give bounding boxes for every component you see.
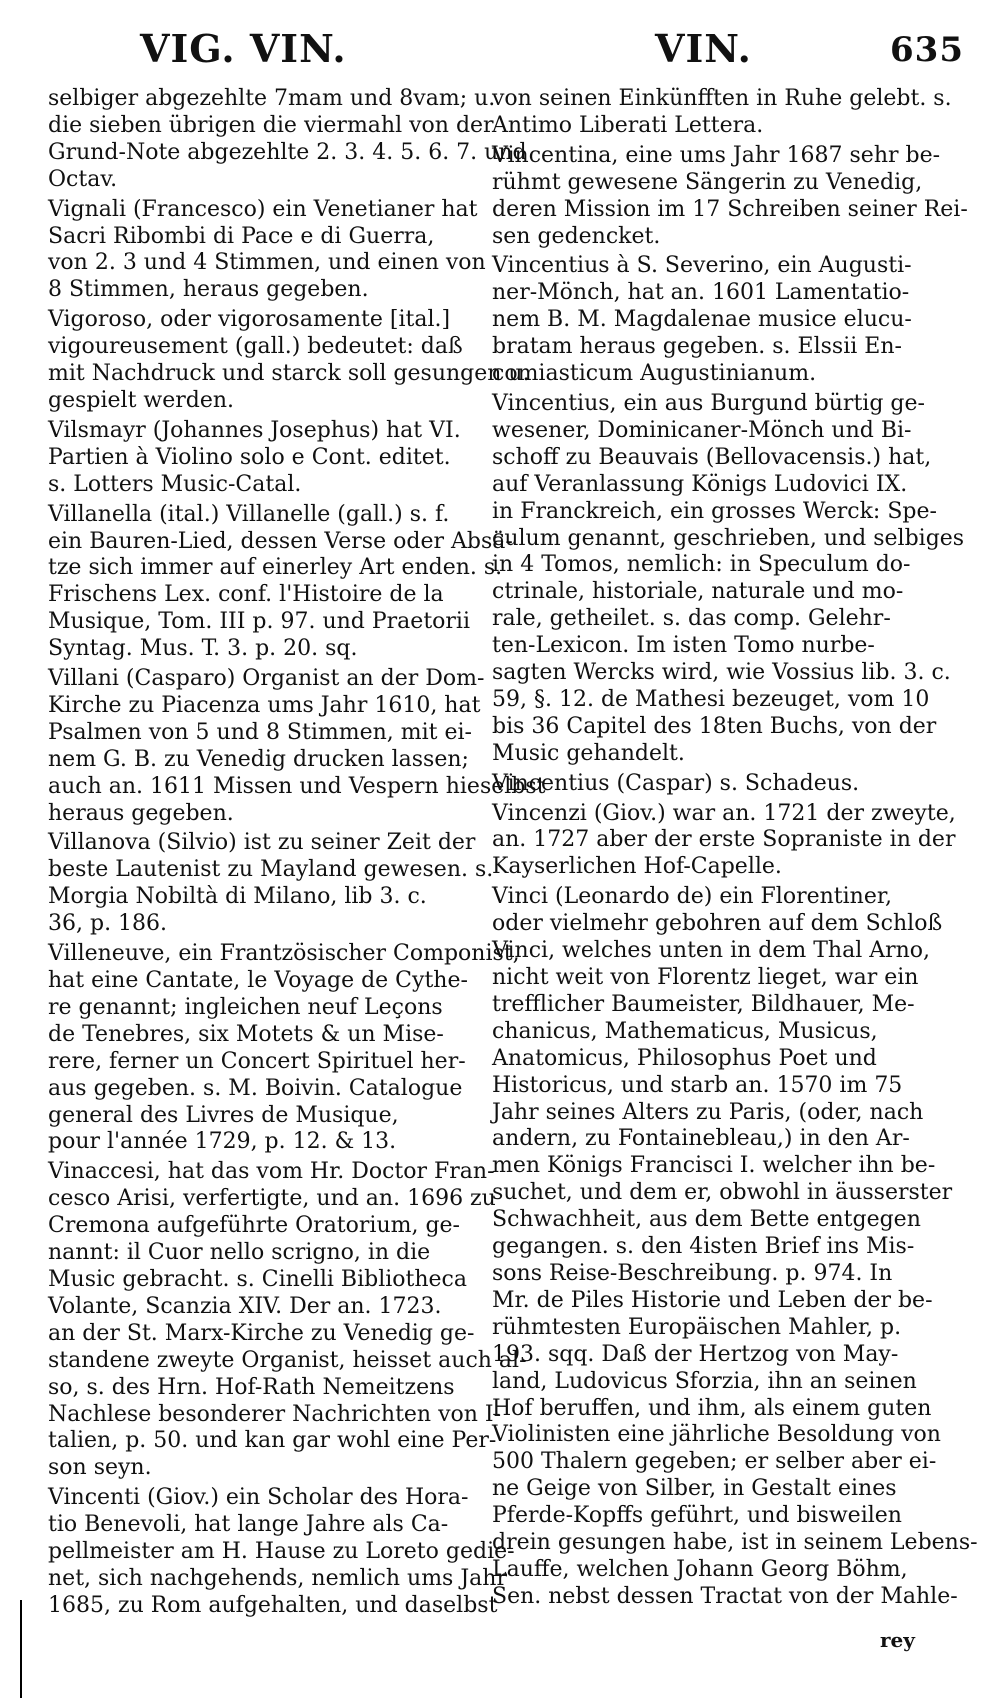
- text-line: Kayserlichen Hof-Capelle.: [492, 854, 782, 880]
- text-line: re genannt; ingleichen neuf Leçons: [48, 994, 443, 1020]
- text-line: comiasticum Augustinianum.: [492, 361, 817, 387]
- text-line: Vigoroso, oder vigorosamente [ital.]: [48, 307, 451, 333]
- text-line: suchet, und dem er, obwohl in äusserster: [492, 1180, 953, 1206]
- text-line: Jahr seines Alters zu Paris, (oder, nach: [492, 1099, 924, 1125]
- left-column-entry: [48, 418, 478, 499]
- left-column-entry: [48, 941, 520, 1156]
- text-line: Schwachheit, aus dem Bette entgegen: [492, 1207, 921, 1233]
- text-line: von seinen Einkünfften in Ruhe gelebt. s.: [492, 86, 952, 111]
- text-line: selbiger abgezehlte 7mam und 8vam; u.: [48, 86, 496, 111]
- text-line: oder vielmehr gebohren auf dem Schloß: [492, 911, 943, 937]
- text-line: so, s. des Hrn. Hof-Rath Nemeitzens: [48, 1374, 455, 1400]
- text-line: Octav.: [48, 166, 118, 192]
- text-line: aus gegeben. s. M. Boivin. Catalogue: [48, 1075, 463, 1101]
- text-line: auch an. 1611 Missen und Vespern hieselbst: [48, 773, 546, 799]
- text-line: pour l'année 1729, p. 12. & 13.: [48, 1129, 397, 1155]
- text-line: von 2. 3 und 4 Stimmen, und einen von: [48, 250, 486, 276]
- running-head-center: VIN.: [655, 26, 752, 71]
- text-line: pellmeister am H. Hause zu Loreto gedie-: [48, 1539, 515, 1565]
- text-line: nicht weit von Florentz lieget, war ein: [492, 965, 919, 990]
- text-line: beste Lautenist zu Mayland gewesen. s.: [48, 857, 494, 883]
- left-column-entry: [48, 1159, 527, 1482]
- text-line: drein gesungen habe, ist in seinem Lebens-: [492, 1530, 978, 1556]
- text-line: Pferde-Kopffs geführt, und bisweilen: [492, 1503, 902, 1529]
- catchword: rey: [880, 1628, 915, 1652]
- text-line: 36, p. 186.: [48, 911, 168, 937]
- text-line: Cremona aufgeführte Oratorium, ge-: [48, 1213, 460, 1239]
- text-line: Vincentina, eine ums Jahr 1687 sehr be-: [492, 142, 941, 168]
- text-line: Antimo Liberati Lettera.: [492, 112, 764, 138]
- text-line: Sacri Ribombi di Pace e di Guerra,: [48, 223, 435, 249]
- text-line: nem G. B. zu Venedig drucken lassen;: [48, 746, 469, 772]
- text-line: Vinci, welches unten in dem Thal Arno,: [492, 938, 931, 964]
- text-line: Psalmen von 5 und 8 Stimmen, mit ei-: [48, 719, 472, 745]
- running-head-left: VIG. VIN.: [140, 26, 347, 71]
- text-line: Villani (Casparo) Organist an der Dom-: [48, 666, 485, 692]
- text-line: tio Benevoli, hat lange Jahre als Ca-: [48, 1512, 449, 1538]
- text-line: standene zweyte Organist, heisset auch al-: [48, 1347, 527, 1373]
- text-line: nannt: il Cuor nello scrigno, in die: [48, 1240, 431, 1266]
- left-column-entry: [48, 196, 486, 305]
- text-line: 193. sqq. Daß der Hertzog von May-: [492, 1341, 899, 1367]
- text-line: land, Ludovicus Sforzia, ihn an seinen: [492, 1368, 917, 1394]
- text-line: mit Nachdruck und starck soll gesungen u.: [48, 361, 530, 387]
- text-line: net, sich nachgehends, nemlich ums Jahr: [48, 1565, 507, 1591]
- text-line: chanicus, Mathematicus, Musicus,: [492, 1018, 878, 1044]
- text-line: cesco Arisi, verfertigte, und an. 1696 zu: [48, 1186, 496, 1212]
- text-line: Volante, Scanzia XIV. Der an. 1723.: [48, 1293, 442, 1319]
- text-line: bratam heraus gegeben. s. Elssii En-: [492, 334, 902, 360]
- text-line: de Tenebres, six Motets & un Mise-: [48, 1021, 444, 1047]
- text-line: Historicus, und starb an. 1570 im 75: [492, 1072, 903, 1098]
- text-line: gegangen. s. den 4isten Brief ins Mis-: [492, 1234, 915, 1260]
- text-line: trefflicher Baumeister, Bildhauer, Me-: [492, 991, 915, 1017]
- text-line: general des Livres de Musique,: [48, 1102, 399, 1128]
- text-line: Nachlese besonderer Nachrichten von I-: [48, 1401, 502, 1427]
- text-line: rale, getheilet. s. das comp. Gelehr-: [492, 606, 891, 632]
- text-line: Hof beruffen, und ihm, als einem guten: [492, 1395, 932, 1421]
- right-column: [492, 86, 978, 1614]
- margin-rule: [20, 1600, 22, 1698]
- text-line: an. 1727 aber der erste Sopraniste in der: [492, 827, 956, 853]
- text-line: ne Geige von Silber, in Gestalt eines: [492, 1476, 897, 1502]
- text-line: Music gehandelt.: [492, 740, 685, 766]
- text-line: Villanova (Silvio) ist zu seiner Zeit der: [48, 830, 476, 856]
- text-line: bis 36 Capitel des 18ten Buchs, von der: [492, 713, 937, 739]
- text-line: die sieben übrigen die viermahl von der: [48, 112, 494, 138]
- text-line: Villanella (ital.) Villanelle (gall.) s. f.: [48, 501, 450, 527]
- text-line: Vilsmayr (Johannes Josephus) hat VI.: [48, 417, 461, 443]
- text-line: Frischens Lex. conf. l'Histoire de la: [48, 582, 444, 608]
- text-line: Kirche zu Piacenza ums Jahr 1610, hat: [48, 692, 481, 718]
- left-column-entry: [48, 1485, 515, 1620]
- text-line: 59, §. 12. de Mathesi bezeuget, vom 10: [492, 686, 930, 712]
- text-line: sen gedencket.: [492, 223, 661, 249]
- text-line: wesener, Dominicaner-Mönch und Bi-: [492, 417, 912, 443]
- text-line: Villeneuve, ein Frantzösischer Componist,: [48, 941, 520, 967]
- text-line: an der St. Marx-Kirche zu Venedig ge-: [48, 1320, 475, 1346]
- text-line: son seyn.: [48, 1455, 152, 1481]
- text-line: auf Veranlassung Königs Ludovici IX.: [492, 471, 908, 497]
- right-column-entry: [492, 884, 978, 1610]
- left-column: [48, 86, 546, 1623]
- text-line: talien, p. 50. und kan gar wohl eine Per-: [48, 1428, 497, 1454]
- text-line: nem B. M. Magdalenae musice elucu-: [492, 307, 912, 333]
- text-line: Lauffe, welchen Johann Georg Böhm,: [492, 1556, 908, 1582]
- text-line: ner-Mönch, hat an. 1601 Lamentatio-: [492, 280, 910, 306]
- text-line: Morgia Nobiltà di Milano, lib 3. c.: [48, 884, 427, 910]
- text-line: andern, zu Fontainebleau,) in den Ar-: [492, 1126, 910, 1152]
- left-column-entry: [48, 307, 530, 415]
- text-line: 500 Thalern gegeben; er selber aber ei-: [492, 1449, 937, 1475]
- text-line: Vincentius (Caspar) s. Schadeus.: [492, 770, 860, 796]
- text-line: Vincenti (Giov.) ein Scholar des Hora-: [48, 1485, 469, 1511]
- text-line: 1685, zu Rom aufgehalten, und daselbst: [48, 1592, 498, 1618]
- right-column-entry: [492, 800, 956, 882]
- text-line: Vinci (Leonardo de) ein Florentiner,: [492, 884, 892, 910]
- text-line: sons Reise-Beschreibung. p. 974. In: [492, 1260, 893, 1286]
- left-column-entry: [48, 86, 527, 194]
- text-line: Vinaccesi, hat das vom Hr. Doctor Fran-: [48, 1159, 495, 1185]
- left-column-entry: [48, 501, 513, 663]
- text-line: tze sich immer auf einerley Art enden. s.: [48, 555, 503, 581]
- right-column-entry: [492, 253, 944, 388]
- right-column-entry: [492, 771, 944, 798]
- page-number: 635: [890, 30, 964, 70]
- text-line: Mr. de Piles Historie und Leben der be-: [492, 1287, 933, 1313]
- text-line: rühmt gewesene Sängerin zu Venedig,: [492, 169, 923, 195]
- text-line: ctrinale, historiale, naturale und mo-: [492, 579, 904, 605]
- text-line: vigoureusement (gall.) bedeutet: daß: [48, 334, 463, 360]
- text-line: Vincentius à S. Severino, ein Augusti-: [492, 253, 912, 279]
- text-line: Musique, Tom. III p. 97. und Praetorii: [48, 609, 470, 635]
- text-line: sagten Wercks wird, wie Vossius lib. 3. c.: [492, 660, 951, 686]
- left-column-entry: [48, 666, 546, 827]
- text-line: men Königs Francisci I. welcher ihn be-: [492, 1153, 936, 1179]
- left-column-entry: [48, 830, 494, 938]
- text-line: rere, ferner un Concert Spirituel her-: [48, 1048, 466, 1074]
- right-column-entry: [492, 142, 968, 251]
- text-line: Violinisten eine jährliche Besoldung von: [492, 1422, 941, 1448]
- text-line: Vignali (Francesco) ein Venetianer hat: [48, 196, 478, 222]
- text-line: Vincentius, ein aus Burgund bürtig ge-: [492, 390, 925, 416]
- text-line: Music gebracht. s. Cinelli Bibliotheca: [48, 1266, 467, 1292]
- text-line: ein Bauren-Lied, dessen Verse oder Absä-: [48, 528, 513, 554]
- text-line: s. Lotters Music-Catal.: [48, 471, 302, 497]
- right-column-entry: [492, 86, 952, 140]
- text-line: Partien à Violino solo e Cont. editet.: [48, 444, 451, 470]
- text-line: rühmtesten Europäischen Mahler, p.: [492, 1314, 902, 1340]
- text-line: culum genannt, geschrieben, und selbiges: [492, 525, 965, 551]
- text-line: Syntag. Mus. T. 3. p. 20. sq.: [48, 636, 358, 662]
- text-line: heraus gegeben.: [48, 800, 234, 826]
- text-line: 8 Stimmen, heraus gegeben.: [48, 277, 369, 303]
- text-line: in 4 Tomos, nemlich: in Speculum do-: [492, 552, 911, 578]
- text-line: hat eine Cantate, le Voyage de Cythe-: [48, 968, 468, 993]
- text-line: in Franckreich, ein grosses Werck: Spe-: [492, 498, 937, 524]
- text-line: Sen. nebst dessen Tractat von der Mahle-: [492, 1583, 958, 1609]
- text-line: Grund-Note abgezehlte 2. 3. 4. 5. 6. 7. und: [48, 139, 527, 165]
- text-line: Vincenzi (Giov.) war an. 1721 der zweyte,: [492, 800, 956, 826]
- text-line: Anatomicus, Philosophus Poet und: [492, 1045, 877, 1071]
- text-line: ten-Lexicon. Im isten Tomo nurbe-: [492, 633, 875, 659]
- text-line: schoff zu Beauvais (Bellovacensis.) hat,: [492, 444, 932, 470]
- text-line: deren Mission im 17 Schreiben seiner Rei-: [492, 196, 968, 222]
- text-line: gespielt werden.: [48, 387, 235, 413]
- right-column-entry: [492, 390, 965, 768]
